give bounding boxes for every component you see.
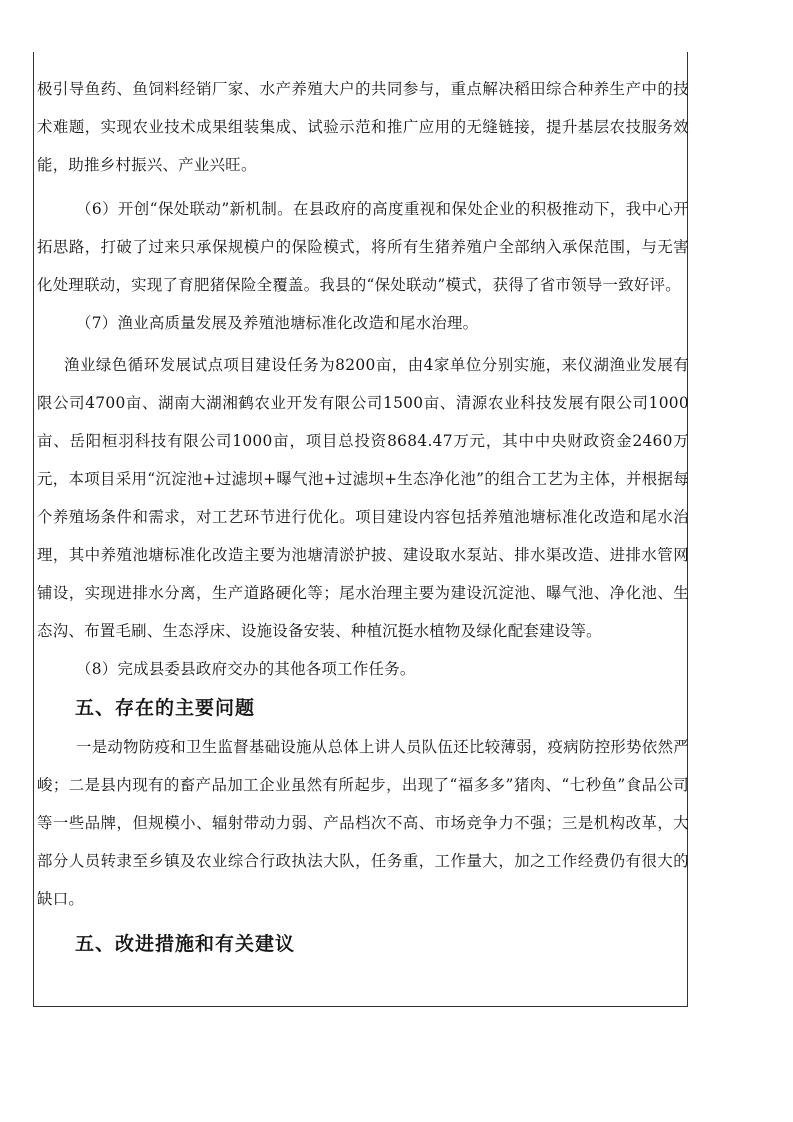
- paragraph-other-tasks: （8）完成县委县政府交办的其他各项工作任务。: [76, 660, 416, 678]
- section-heading-problems: 五、存在的主要问题: [75, 697, 256, 719]
- document-body: [37, 70, 689, 964]
- paragraph-insurance-linkage: （6）开创“保处联动”新机制。在县政府的高度重视和保处企业的积极推动下，我中心开拓思路，打破了过来只承保规模户的保险模式，将所有生猪养殖户全部纳入承保范围，与无害化处理联动，实现了育肥猪保险全覆盖。我县的“保处联动”模式，获得了省市领导一致好评。: [37, 200, 689, 294]
- paragraph-problems: 一是动物防疫和卫生监督基础设施从总体上讲人员队伍还比较薄弱，疫病防控形势依然严峻；二是县内现有的畜产品加工企业虽然有所起步，出现了“福多多”猪肉、“七秒鱼”食品公司等一些品牌，但规模小、辐射带动力弱、产品档次不高、市场竞争力不强；三是机构改革，大部分人员转隶至乡镇及农业综合行政执法大队，任务重，工作量大，加之工作经费仍有很大的缺口。: [37, 738, 689, 908]
- paragraph-fishery-project: 渔业绿色循环发展试点项目建设任务为8200亩，由4家单位分别实施，来仪湖渔业发展有限公司4700亩、湖南大湖湘鹤农业开发有限公司1500亩、清源农业科技发展有限公司1000亩、岳阳桓羽科技有限公司1000亩，项目总投资8684.47万元，其中中央财政资金2460万元，本项目采用“沉淀池+过滤坝+曝气池+过滤坝+生态净化池”的组合工艺为主体，并根据每个养殖场条件和需求，对工艺环节进行优化。项目建设内容包括养殖池塘标准化改造和尾水治理，其中养殖池塘标准化改造主要为池塘清淤护披、建设取水泵站、排水渠改造、进排水管网铺设，实现进排水分离，生产道路硬化等；尾水治理主要为建设沉淀池、曝气池、净化池、生态沟、布置毛刷、生态浮床、设施设备安装、种植沉挺水植物及绿化配套建设等。: [37, 356, 689, 640]
- section-heading-improvements: 五、改进措施和有关建议: [75, 933, 296, 955]
- paragraph-technical-services: 极引导鱼药、鱼饲料经销厂家、水产养殖大户的共同参与，重点解决稻田综合种养生产中的技术难题，实现农业技术成果组装集成、试验示范和推广应用的无缝链接，提升基层农技服务效能，助推乡村振兴、产业兴旺。: [37, 80, 689, 174]
- paragraph-fishery-title: （7）渔业高质量发展及养殖池塘标准化改造和尾水治理。: [76, 314, 479, 332]
